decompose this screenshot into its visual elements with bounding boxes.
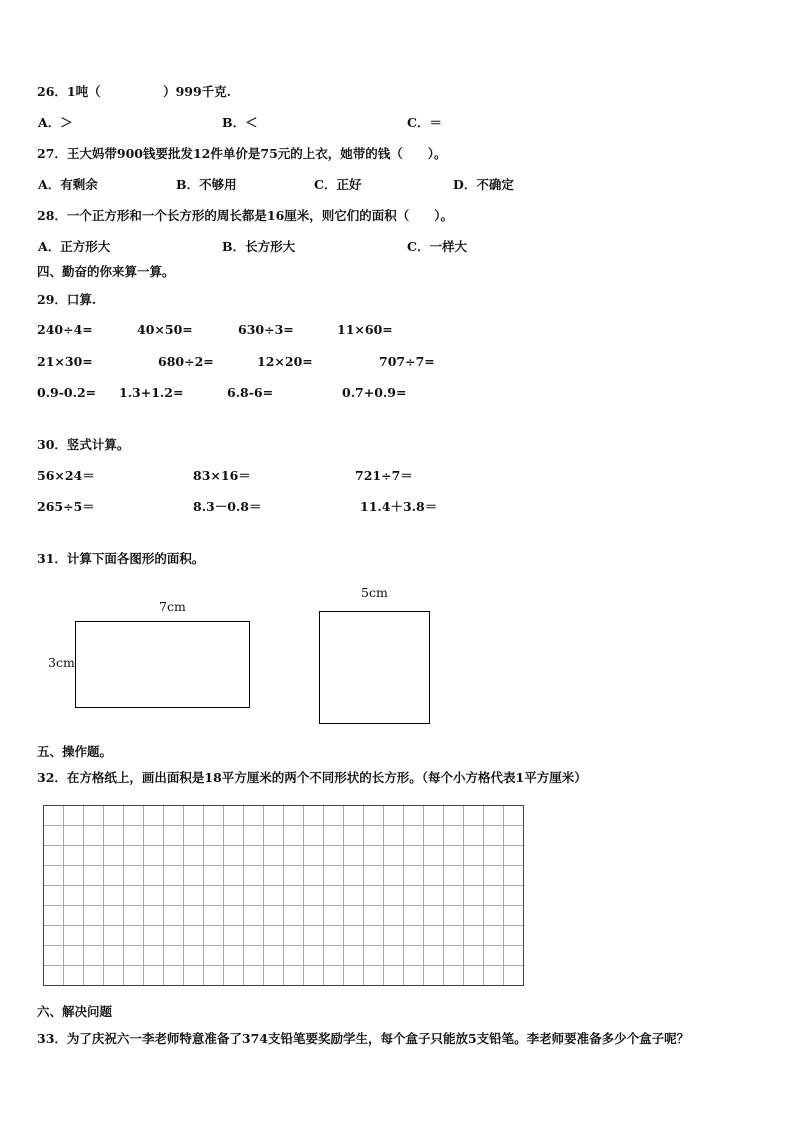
- q29-item: 240÷4=: [37, 322, 93, 337]
- rectangle-width-label: 7cm: [159, 599, 186, 614]
- q30-item: 265÷5＝: [37, 499, 95, 514]
- question-26-stem: 26．1吨（ ）999千克.: [37, 84, 232, 99]
- q29-item: 0.9-0.2=: [37, 385, 97, 400]
- q29-item: 0.7+0.9=: [342, 385, 407, 400]
- rectangle-height-label: 3cm: [48, 655, 75, 670]
- q29-item: 680÷2=: [158, 354, 214, 369]
- question-33-stem: 33．为了庆祝六一李老师特意准备了374支铅笔要奖励学生，每个盒子只能放5支铅笔。李老师要准备多少个盒子呢？: [37, 1031, 690, 1046]
- question-28-stem: 28．一个正方形和一个长方形的周长都是16厘米，则它们的面积（ ）。: [37, 208, 454, 223]
- q28-option-c: C．一样大: [407, 239, 467, 254]
- q27-option-d: D．不确定: [453, 177, 514, 192]
- q30-item: 8.3－0.8＝: [193, 499, 262, 514]
- question-31-stem: 31．计算下面各图形的面积。: [37, 551, 205, 566]
- question-32-stem: 32．在方格纸上，画出面积是18平方厘米的两个不同形状的长方形。（每个小方格代表1平方厘米）: [37, 770, 587, 785]
- q29-item: 630÷3=: [238, 322, 294, 337]
- question-27-stem: 27．王大妈带900钱要批发12件单价是75元的上衣，她带的钱（ ）。: [37, 146, 447, 161]
- rectangle-figure: [75, 621, 250, 708]
- q29-item: 707÷7=: [379, 354, 435, 369]
- q30-item: 721÷7＝: [355, 468, 413, 483]
- section-6-heading: 六、解决问题: [37, 1004, 113, 1019]
- q26-option-c: C．＝: [407, 115, 442, 130]
- square-figure: [319, 611, 430, 724]
- section-5-heading: 五、操作题。: [37, 744, 113, 759]
- q29-item: 40×50=: [137, 322, 193, 337]
- q27-option-c: C．正好: [314, 177, 362, 192]
- grid-paper[interactable]: [43, 805, 524, 986]
- section-4-heading: 四、勤奋的你来算一算。: [37, 264, 175, 279]
- q29-item: 6.8-6=: [227, 385, 274, 400]
- question-29-stem: 29．口算.: [37, 292, 97, 307]
- q29-item: 12×20=: [257, 354, 313, 369]
- q26-option-b: B．＜: [222, 115, 258, 130]
- q26-option-a: A．＞: [38, 115, 73, 130]
- q27-option-b: B．不够用: [176, 177, 237, 192]
- q30-item: 56×24＝: [37, 468, 95, 483]
- q28-option-a: A．正方形大: [38, 239, 111, 254]
- q30-item: 83×16＝: [193, 468, 251, 483]
- question-30-stem: 30．竖式计算。: [37, 437, 130, 452]
- q29-item: 21×30=: [37, 354, 93, 369]
- q28-option-b: B．长方形大: [222, 239, 296, 254]
- q27-option-a: A．有剩余: [38, 177, 98, 192]
- q29-item: 1.3+1.2=: [119, 385, 184, 400]
- q30-item: 11.4＋3.8＝: [360, 499, 438, 514]
- square-side-label: 5cm: [361, 585, 388, 600]
- q29-item: 11×60=: [337, 322, 393, 337]
